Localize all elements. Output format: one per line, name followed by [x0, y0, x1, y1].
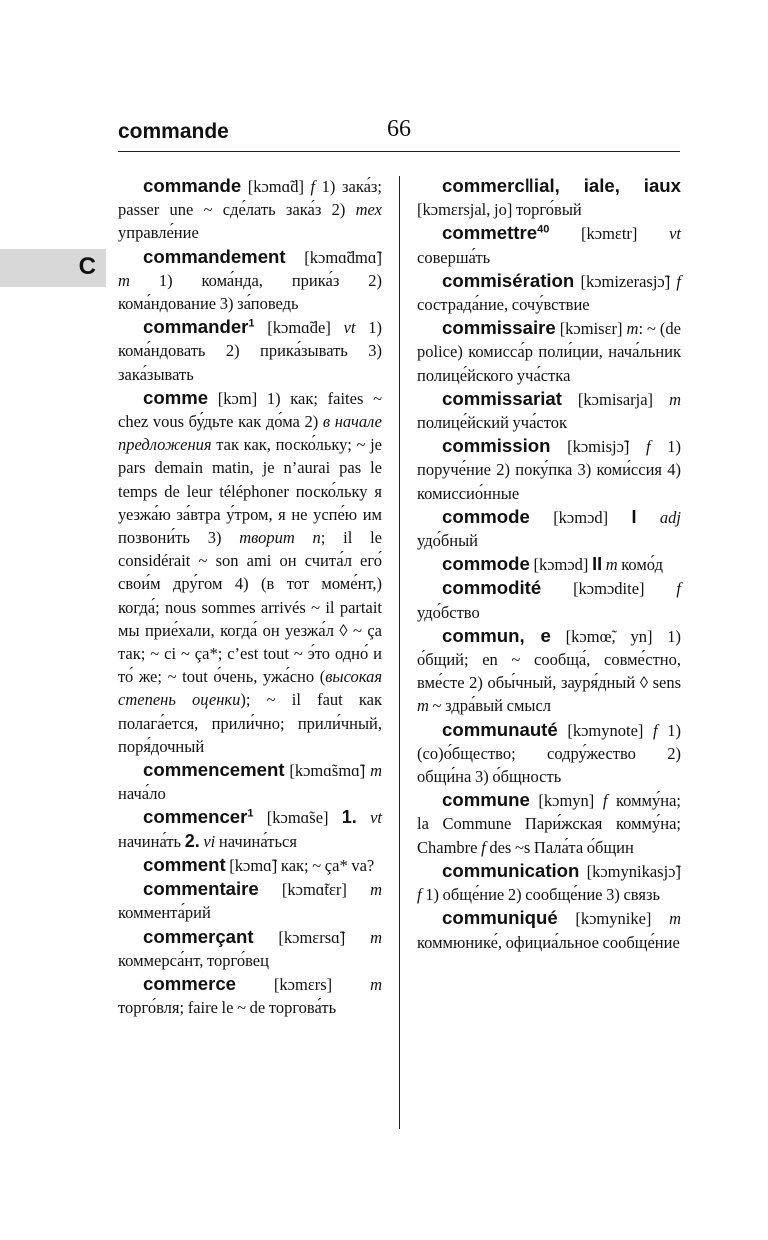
dictionary-entry: [417, 221, 681, 268]
italic-label: vi: [203, 831, 216, 851]
headword: comme: [143, 386, 209, 408]
headword: commissariat: [442, 387, 562, 409]
entry-text: [kɔmɑ̃tɛr]: [258, 880, 371, 900]
headword: communauté: [442, 718, 558, 740]
headword: commandement: [143, 245, 286, 267]
column-divider: [399, 176, 400, 1129]
italic-label: adj: [659, 507, 681, 527]
italic-label: тех: [355, 200, 382, 220]
entry-text: коммюнике́, официа́льное сообще́ние: [417, 932, 680, 952]
headword: commission: [442, 435, 551, 457]
dictionary-entry: [118, 972, 382, 1019]
dictionary-entry: [417, 269, 681, 316]
dictionary-entry: [118, 758, 382, 805]
italic-label: f: [602, 791, 608, 811]
letter-tab-label: C: [78, 253, 96, 280]
entry-text: [kɔmisɛr]: [555, 319, 627, 339]
dictionary-entry: [118, 315, 382, 386]
italic-label: f: [310, 177, 316, 196]
headword: commodité: [442, 577, 542, 599]
homonym-superscript: 40: [537, 223, 550, 236]
italic-label: m: [669, 389, 681, 409]
entry-text: [kɔmɑ̃d]: [241, 177, 311, 196]
headword: commerc‖ial, iale, iaux: [442, 175, 681, 196]
dictionary-entry: [417, 387, 681, 434]
headword: commencer: [143, 806, 248, 828]
entry-text: [kɔmɑ̃smɑ̃]: [284, 761, 371, 781]
italic-label: m: [370, 927, 382, 947]
entry-text: ; il le considérait ~ son ami он счита́л его́ свои́м дру́гом 4) (в тот моме́нт,) когда́; nous sommes arrivés ~ il partait мы прие́хали, когда́ он уезжа́л ◊ ~ ça так; ~ ci ~ ça*; c’est tout ~ э́то одно́ и то́ же; ~ tout о́чень, ужа́сно (: [118, 528, 382, 687]
entry-text: [kɔmɛtr]: [549, 224, 670, 244]
entry-text: [kɔmɔd]: [529, 507, 632, 527]
entry-text: торго́вля; faire le ~ de торгова́ть: [118, 998, 337, 1018]
headword: comment: [143, 853, 226, 875]
entry-text: [kɔmizerasjɔ̃]: [574, 271, 677, 291]
running-headword: commande: [118, 120, 229, 143]
entry-text: начина́ть: [118, 831, 185, 851]
dictionary-entry: [417, 718, 681, 789]
page-number: 66: [387, 116, 411, 142]
italic-label: m: [626, 319, 639, 339]
headword: commander: [143, 316, 249, 338]
dictionary-entry: [118, 174, 382, 245]
entry-text: ); ~ il faut как полага́ется, прили́чно; прили́чный, поря́дочный: [118, 690, 382, 756]
entry-text: [kɔmœ̃, yn] 1) о́бщий; en ~ сообща́, совме́стно, вме́сте 2) обы́чный, зауря́дный ◊ sens: [417, 626, 682, 693]
homonym-superscript: 1: [247, 807, 254, 820]
right-column: [417, 174, 681, 954]
headword: commerce: [143, 972, 237, 994]
entry-text: [kɔmynike]: [557, 909, 670, 929]
header-rule: [118, 151, 680, 152]
entry-text: : ~ (de police) комисса́р поли́ции, нача́льник полице́йского уча́стка: [417, 319, 681, 385]
headword: commande: [143, 175, 242, 196]
italic-label: m: [605, 555, 618, 575]
entry-text: удо́бство: [417, 602, 480, 622]
italic-label: m: [417, 696, 429, 716]
italic-label: в начале предложения: [118, 412, 382, 455]
headword: commencement: [143, 759, 285, 781]
italic-label: vt: [370, 808, 382, 828]
italic-label: m: [370, 880, 382, 900]
entry-text: [kɔmɑ̃de]: [254, 318, 344, 338]
page-header: [118, 116, 680, 152]
italic-label: творит п: [239, 528, 321, 548]
entry-text: [kɔmynikasjɔ̃]: [579, 861, 681, 881]
entry-text: des ~s Пала́та о́бщин: [485, 837, 634, 857]
headword: communication: [442, 859, 580, 881]
dictionary-entry: [417, 174, 681, 221]
headword: commune: [442, 789, 530, 811]
entry-text: [637, 508, 660, 527]
dictionary-entry: [417, 552, 681, 576]
entry-text: так как, поско́льку; ~ je pars demain matin, je n’aurai pas le temps de leur téléphoner поско́льку я уезжа́ю за́втра у́тром, я не успе́ю им позвони́ть 3): [118, 435, 382, 548]
headword: commode: [442, 553, 530, 575]
entry-text: полице́йский уча́сток: [417, 413, 567, 433]
dictionary-entry: [417, 624, 681, 718]
entry-text: [357, 808, 370, 827]
italic-label: vt: [343, 318, 356, 338]
dictionary-entry: [118, 386, 382, 758]
headword: commun, e: [442, 624, 551, 646]
entry-text: коммерса́нт, торго́вец: [118, 950, 269, 970]
italic-label: m: [669, 909, 681, 929]
entry-text: нача́ло: [118, 784, 166, 804]
entry-text: [kɔmɛrsjal, jo] торго́вый: [417, 200, 582, 220]
dictionary-entry: [417, 316, 681, 387]
entry-text: [kɔmisjɔ̃]: [550, 437, 647, 457]
entry-text: сострада́ние, сочу́вствие: [417, 295, 590, 315]
headword: commentaire: [143, 878, 259, 900]
dictionary-entry: [417, 505, 681, 552]
entry-text: соверша́ть: [417, 247, 491, 267]
bold-marker: 2.: [184, 830, 200, 851]
dictionary-entry: [118, 245, 382, 316]
entry-text: [kɔmɛrs]: [236, 974, 371, 994]
italic-label: m: [370, 974, 382, 994]
dictionary-entry: [417, 434, 681, 505]
entry-text: 1) обще́ние 2) сообще́ние 3) связь: [421, 885, 660, 905]
entry-text: 1) зака́з; passer une ~ сде́лать зака́з 2): [118, 177, 383, 220]
entry-text: комму́на; la Commune Пари́жская комму́на; Chambre: [417, 791, 681, 857]
italic-label: высокая степень оценки: [118, 667, 382, 710]
headword: commode: [442, 505, 530, 527]
italic-label: m: [370, 761, 382, 781]
dictionary-entry: [417, 906, 681, 953]
headword: commissaire: [442, 317, 556, 339]
left-column: [118, 174, 382, 1019]
entry-text: [kɔmɛrsɑ̃]: [253, 927, 371, 947]
headword: commisération: [442, 269, 575, 291]
entry-text: [kɔmɔdite]: [541, 579, 677, 599]
headword: commerçant: [143, 925, 254, 947]
dictionary-entry: [417, 859, 681, 906]
entry-text: [kɔmynote]: [557, 720, 654, 740]
dictionary-entry: [118, 805, 382, 852]
entry-text: комо́д: [617, 555, 663, 575]
letter-thumb-tab: [0, 249, 106, 287]
headword: communiqué: [442, 907, 558, 929]
entry-text: управле́ние: [118, 223, 199, 243]
italic-label: f: [653, 720, 658, 740]
entry-text: удо́бный: [417, 531, 478, 551]
entry-text: 1) кома́нда, прика́з 2) кома́ндование 3) за́поведь: [118, 270, 382, 314]
italic-label: f: [481, 837, 486, 857]
italic-label: m: [118, 270, 130, 290]
entry-text: 1) кома́ндовать 2) прика́зывать 3) зака́зывать: [118, 318, 382, 384]
entry-text: ~ здра́вый смысл: [428, 696, 552, 716]
dictionary-entry: [118, 877, 382, 924]
dictionary-entry: [118, 853, 382, 877]
italic-label: f: [417, 885, 422, 905]
bold-marker: I: [631, 506, 637, 527]
dictionary-entry: [118, 925, 382, 972]
headword: commettre: [442, 222, 538, 244]
entry-text: 1) поруче́ние 2) поку́пка 3) коми́ссия 4) комиссио́нные: [417, 437, 681, 503]
entry-text: [kɔm] 1) как; faites ~ chez vous бу́дьте как до́ма 2): [118, 388, 382, 432]
italic-label: f: [646, 437, 651, 457]
italic-label: vt: [669, 224, 681, 244]
entry-text: 1) (со)о́бщество; содру́жество 2) общи́на 3) о́бщность: [417, 720, 681, 787]
entry-text: начина́ться: [215, 831, 297, 851]
bold-marker: 1.: [341, 807, 357, 828]
italic-label: f: [676, 579, 681, 599]
italic-label: f: [676, 271, 681, 291]
entry-text: [kɔmyn]: [529, 791, 603, 811]
dictionary-entry: [417, 788, 681, 859]
entry-text: коммента́рий: [118, 903, 211, 923]
entry-text: [kɔmɑ̃se]: [253, 808, 342, 828]
bold-marker: II: [592, 554, 603, 575]
entry-text: [kɔmɔd]: [529, 555, 593, 575]
dictionary-entry: [417, 576, 681, 623]
entry-text: [kɔmɑ̃dmɑ̃]: [285, 247, 382, 267]
homonym-superscript: 1: [248, 317, 255, 330]
entry-text: [kɔmɑ̃] как; ~ ça* va?: [225, 855, 375, 875]
entry-text: [kɔmisarja]: [561, 389, 670, 409]
